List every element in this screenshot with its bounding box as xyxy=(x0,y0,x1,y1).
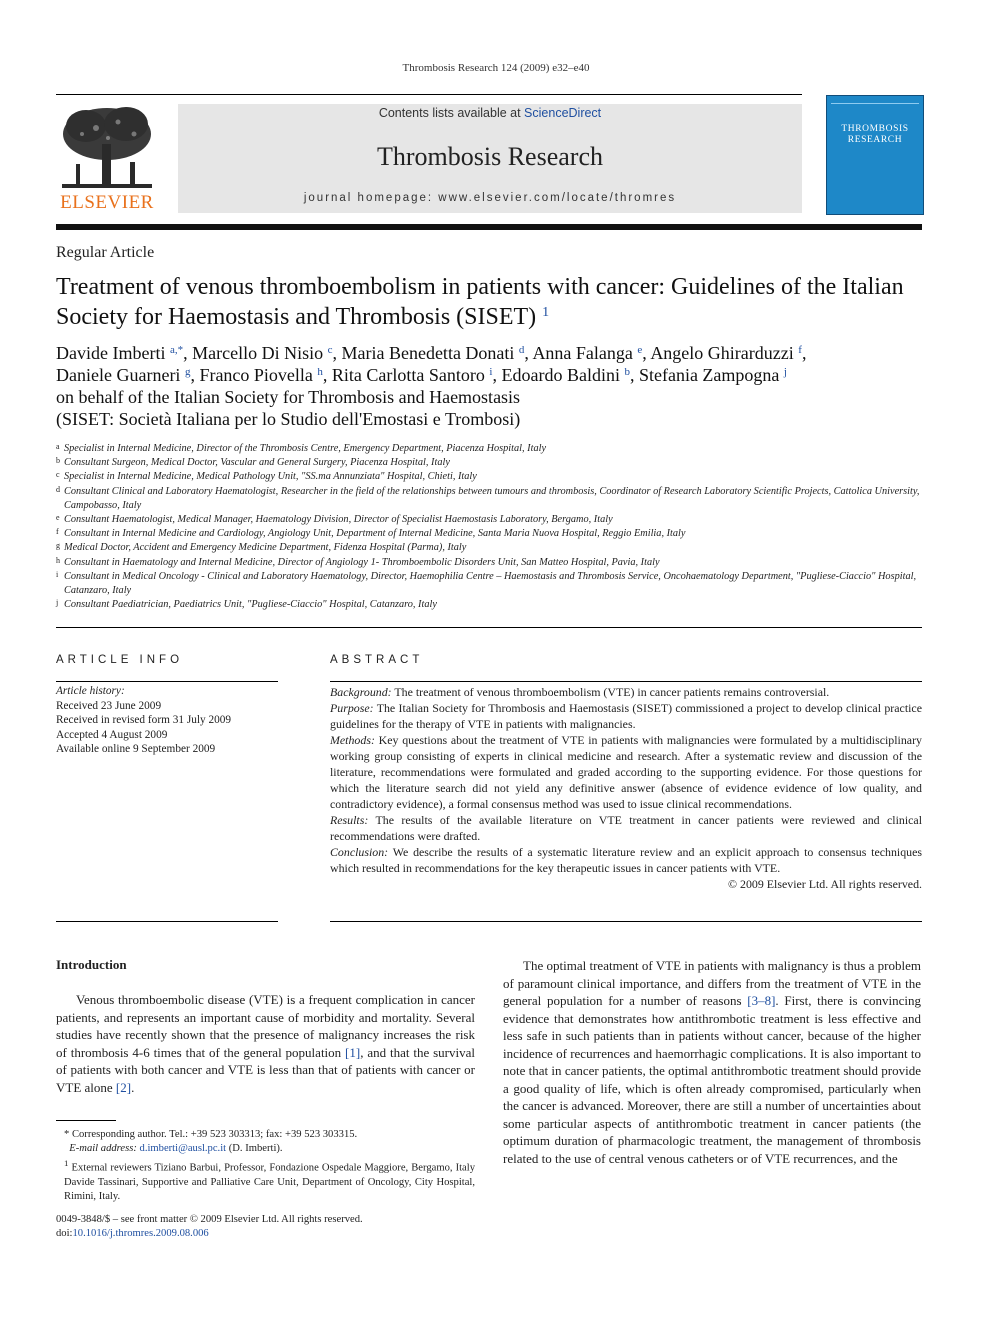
author-affiliation-marker: h xyxy=(317,366,323,378)
article-title xyxy=(56,272,936,332)
author-separator: , xyxy=(629,365,639,385)
affiliation-text: Consultant Clinical and Laboratory Haematologist, Researcher in the field of the relationships between tumours and thrombosis, Coordinator of Research Laboratory Scientific Projects, Cattolica University, Campobasso, Italy xyxy=(64,485,920,511)
elsevier-tree-icon xyxy=(56,104,158,192)
affiliation-marker: b xyxy=(56,456,60,466)
affiliation-text: Consultant in Internal Medicine and Cardiology, Angiology Unit, Department of Internal Medicine, Santa Maria Nuova Hospital, Reggio Emilia, Italy xyxy=(64,528,686,540)
author-affiliation-marker: b xyxy=(624,366,630,378)
issn-line: 0049-3848/$ – see front matter © 2009 Elsevier Ltd. All rights reserved. xyxy=(56,1214,363,1225)
journal-banner xyxy=(178,104,802,213)
affiliation xyxy=(56,456,922,470)
journal-title: Thrombosis Research xyxy=(376,142,603,171)
author-name: Marcello Di Nisio xyxy=(192,343,324,363)
author-affiliation-marker: i xyxy=(489,366,493,378)
author-separator: , xyxy=(332,343,342,363)
affiliation-text: Consultant Paediatrician, Paediatrics Unit, "Pugliese-Ciaccio" Hospital, Catanzaro, Italy xyxy=(64,599,437,611)
affiliation-marker: j xyxy=(56,598,59,608)
reference-link-2[interactable]: [2] xyxy=(115,1079,132,1095)
author[interactable] xyxy=(341,343,532,363)
footnotes xyxy=(56,1128,475,1205)
abstract-conclusion xyxy=(330,844,922,876)
author-separator: , xyxy=(524,343,533,363)
elsevier-logo[interactable] xyxy=(56,104,158,214)
journal-homepage[interactable]: journal homepage: www.elsevier.com/locate/thromres xyxy=(303,192,677,204)
affiliation-marker: i xyxy=(56,569,59,579)
abstract-heading: ABSTRACT xyxy=(330,654,424,666)
abstract-purpose-text: The Italian Society for Thrombosis and Haemostasis (SISET) commissioned a project to develop clinical practice guidelines for the therapy of VTE in patients with malignancies. xyxy=(330,701,922,731)
affiliation xyxy=(56,527,922,541)
article-info-heading: ARTICLE INFO xyxy=(56,654,184,666)
abstract-conclusion-label: Conclusion: xyxy=(330,845,389,859)
contents-prefix: Contents lists available at xyxy=(378,106,525,120)
affiliation-marker: h xyxy=(56,555,60,565)
email-note xyxy=(56,1142,475,1156)
author-affiliation-marker: a,* xyxy=(169,344,184,356)
article-history xyxy=(56,684,278,757)
corresponding-author-note xyxy=(56,1128,475,1142)
author-affiliation-marker: c xyxy=(327,344,333,356)
author[interactable] xyxy=(56,365,199,385)
affiliation-marker: a xyxy=(56,442,60,451)
abstract-background-label: Background: xyxy=(330,685,392,699)
history-label: Article history: xyxy=(56,685,125,697)
author-name: Angelo Ghirarduzzi xyxy=(650,343,794,363)
email-suffix: (D. Imberti). xyxy=(226,1143,283,1155)
author-separator: , xyxy=(642,343,651,363)
corresponding-text: Corresponding author. Tel.: +39 523 303313; fax: +39 523 303315. xyxy=(69,1129,358,1140)
abstract-results-label: Results: xyxy=(330,813,369,827)
header-rule xyxy=(56,94,802,95)
affiliation-marker: c xyxy=(56,470,60,480)
affiliation-text: Consultant Haematologist, Medical Manager, Haematology Division, Director of Specialist Haemostasis Laboratory, Bergamo, Italy xyxy=(64,514,613,526)
affiliation-text: Consultant in Medical Oncology - Clinical and Laboratory Haematology, Director, Haemophilia Centre – Haemostasis and Thrombosis Service, Oncohaematology Department, "Pugliese-Ciaccio" Hospital, Catanzaro, Italy xyxy=(64,570,917,597)
corresponding-marker: * xyxy=(64,1129,70,1140)
affiliation-text: Specialist in Internal Medicine, Medical Pathology Unit, "SS.ma Annunziata" Hospital, Chieti, Italy xyxy=(64,471,477,483)
email-label: E-mail address: xyxy=(69,1143,137,1155)
author-affiliation-marker: f xyxy=(798,344,802,356)
abstract-results xyxy=(330,812,922,844)
abstract-methods-label: Methods: xyxy=(330,733,375,747)
author-name: Daniele Guarneri xyxy=(56,365,181,385)
author[interactable] xyxy=(650,343,806,363)
article-info-bottom-rule xyxy=(56,921,278,922)
header-thick-rule xyxy=(56,224,922,230)
intro-paragraph-2 xyxy=(503,957,921,1167)
history-revised: Received in revised form 31 July 2009 xyxy=(56,714,232,726)
author[interactable] xyxy=(332,365,502,385)
doi-link[interactable]: 10.1016/j.thromres.2009.08.006 xyxy=(72,1228,209,1240)
introduction-heading: Introduction xyxy=(56,957,127,972)
article-type: Regular Article xyxy=(56,244,155,261)
author-affiliation-marker: e xyxy=(637,344,643,356)
body-column-left xyxy=(56,991,475,1096)
author-name: Anna Falanga xyxy=(532,343,633,363)
body-column-right xyxy=(503,957,921,1167)
footnote-rule xyxy=(56,1120,116,1121)
author-affiliation-marker: g xyxy=(184,366,191,378)
abstract-conclusion-text: We describe the results of a systematic literature review and an explicit approach to consensus techniques which resulted in recommendations for the key therapeutic issues in cancer patients with VTE. xyxy=(330,845,922,875)
affiliation-marker: d xyxy=(56,484,60,494)
title-text: Treatment of venous thromboembolism in patients with cancer: Guidelines of the Italian Society for Haemostasis and Thrombosis (SISET) xyxy=(56,274,904,330)
history-received: Received 23 June 2009 xyxy=(56,699,162,712)
author[interactable] xyxy=(192,343,341,363)
affiliation-marker: e xyxy=(56,513,60,523)
abstract-results-text: The results of the available literature on VTE treatment in cancer patients were reviewed and clinical recommendations were drafted. xyxy=(330,813,922,843)
cover-title-line2: RESEARCH xyxy=(847,135,903,145)
abstract-copyright: © 2009 Elsevier Ltd. All rights reserved. xyxy=(728,877,922,891)
author-affiliation-marker: j xyxy=(783,366,787,378)
issn-doi-block xyxy=(56,1213,475,1241)
reference-link-3-8[interactable]: [3–8] xyxy=(747,993,776,1008)
abstract-bottom-rule xyxy=(330,921,922,922)
author-name: Franco Piovella xyxy=(199,365,313,385)
journal-citation: Thrombosis Research 124 (2009) e32–e40 xyxy=(402,62,590,74)
affiliation xyxy=(56,541,922,555)
author[interactable] xyxy=(199,365,331,385)
affiliation-marker: g xyxy=(56,541,60,551)
footnote-1-marker: 1 xyxy=(64,1158,69,1169)
affiliation xyxy=(56,513,922,527)
affiliation-text: Consultant Surgeon, Medical Doctor, Vascular and General Surgery, Piacenza Hospital, Italy xyxy=(64,457,450,469)
sciencedirect-link[interactable]: ScienceDirect xyxy=(524,106,602,120)
cover-title xyxy=(827,124,923,146)
section-rule xyxy=(56,627,922,628)
author-separator: , xyxy=(183,343,193,363)
footnote-1-text: External reviewers Tiziano Barbui, Professor, Fondazione Ospedale Maggiore, Bergamo, Italy Davide Tassinari, Supportive and Palliative Care Unit, Department of Oncology, City Hospital, Rimini, Italy. xyxy=(64,1162,475,1203)
reviewers-note xyxy=(56,1156,475,1204)
on-behalf-line-1: on behalf of the Italian Society for Thrombosis and Haemostasis xyxy=(56,387,521,407)
abstract-body xyxy=(330,684,922,892)
contents-line xyxy=(178,106,802,120)
abstract-background-text: The treatment of venous thromboembolism (VTE) in cancer patients remains controversial. xyxy=(391,685,830,699)
author-separator: , xyxy=(190,365,200,385)
affiliation xyxy=(56,442,922,456)
intro-text-c: . xyxy=(131,1079,135,1095)
author-separator: , xyxy=(801,343,807,363)
title-footnote-marker[interactable]: 1 xyxy=(542,305,550,320)
author-name: Rita Carlotta Santoro xyxy=(331,365,485,385)
abstract-rule xyxy=(330,681,922,682)
author-name: Davide Imberti xyxy=(56,343,166,363)
abstract-methods-text: Key questions about the treatment of VTE in patients with malignancies were formulated by a multidisciplinary working group consisting of experts in clinical medicine and research. After a systematic review and discussion of the literature, recommendations were formulated and graded according to the supporting evidence. For those questions for which the literature search did not yield any definitive answer (absence of evidence evidence of low quality, and contradictory evidence), a formal consensus method was used to issue clinical recommendations. xyxy=(330,733,922,811)
abstract-purpose-label: Purpose: xyxy=(330,701,374,715)
author-separator: , xyxy=(492,365,502,385)
doi-line xyxy=(56,1227,475,1241)
intro-text-e: . First, there is convincing evidence that demonstrates how antithrombotic treatment is less effective and less safe in such patients than in patients without cancer, because of the higher incidence of recurrences and haemorrhagic complications. It is also important to note that in cancer patients, the optimal antithrombotic treatment should provide a good quality of life, which is often already compromised, particularly when the cancer is advanced. Moreover, there are still a number of uncertainties about some particular aspects of antithrombotic treatment in cancer patients (the optimum duration of pharmacologic treatment, the management of thrombosis related to the use of central venous catheters or of VTE recurrences, and the xyxy=(503,993,921,1166)
affiliation xyxy=(56,485,922,513)
author-affiliation-marker: d xyxy=(518,344,525,356)
affiliation xyxy=(56,570,922,598)
affiliation-marker: f xyxy=(56,527,59,537)
reference-link-1[interactable]: [1] xyxy=(345,1044,361,1060)
history-online: Available online 9 September 2009 xyxy=(56,743,216,755)
author[interactable] xyxy=(532,343,650,363)
doi-label: doi: xyxy=(56,1228,73,1240)
abstract-purpose xyxy=(330,700,922,732)
author-separator: , xyxy=(322,365,332,385)
abstract-methods xyxy=(330,732,922,812)
author[interactable] xyxy=(56,343,192,363)
abstract-background xyxy=(330,684,922,700)
intro-paragraph-1 xyxy=(56,991,475,1096)
intro-text-a: Venous thromboembolic disease (VTE) is a frequent complication in cancer patients, and represents an important cause of morbidity and mortality. Several studies have recently shown that the presence of malignancy increases the risk of thrombosis 4-6 times that of the general population xyxy=(56,992,475,1060)
author-name: Stefania Zampogna xyxy=(638,365,780,385)
author-list xyxy=(56,342,936,430)
cover-top-rule xyxy=(831,99,919,104)
author[interactable] xyxy=(639,365,787,385)
author-name: Maria Benedetta Donati xyxy=(341,343,515,363)
affiliation xyxy=(56,598,922,612)
email-link[interactable]: d.imberti@ausl.pc.it xyxy=(139,1143,227,1155)
author[interactable] xyxy=(501,365,638,385)
journal-cover[interactable] xyxy=(826,95,924,215)
affiliation xyxy=(56,470,922,484)
author-name: Edoardo Baldini xyxy=(501,365,620,385)
article-info-rule xyxy=(56,681,278,682)
on-behalf-line-2: (SISET: Società Italiana per lo Studio dell'Emostasi e Trombosi) xyxy=(56,409,521,429)
affiliation-text: Medical Doctor, Accident and Emergency Medicine Department, Fidenza Hospital (Parma), Italy xyxy=(64,542,467,554)
history-accepted: Accepted 4 August 2009 xyxy=(56,728,168,741)
intro-text-b: , and that the survival of patients with both cancer and VTE is less than that of patients with cancer or VTE alone xyxy=(56,1044,475,1095)
elsevier-wordmark: ELSEVIER xyxy=(60,192,154,213)
affiliation-text: Consultant in Haematology and Internal Medicine, Director of Angiology 1- Thromboembolic Disorders Unit, San Matteo Hospital, Pavia, Italy xyxy=(64,556,660,568)
affiliation xyxy=(56,556,922,570)
cover-title-line1: THROMBOSIS xyxy=(841,124,909,134)
intro-text-d: The optimal treatment of VTE in patients with malignancy is thus a problem of paramount clinical importance, and differs from the treatment of VTE in the general population for a number of reasons xyxy=(503,958,921,1008)
affiliation-text: Specialist in Internal Medicine, Director of the Thrombosis Centre, Emergency Department, Piacenza Hospital, Italy xyxy=(64,443,547,454)
affiliation-list xyxy=(56,442,922,612)
